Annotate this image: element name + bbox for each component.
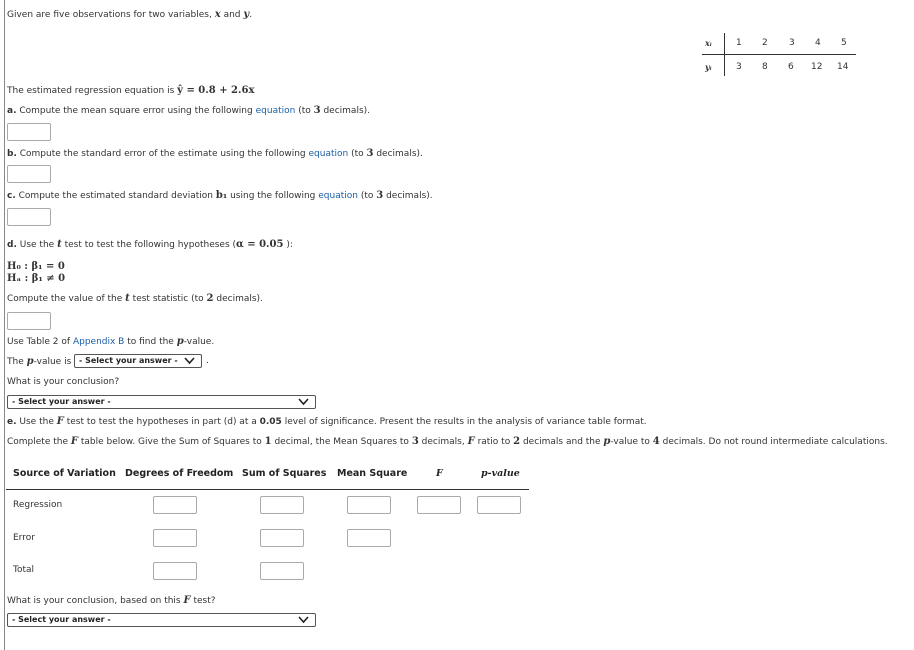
total-df-input[interactable] — [153, 562, 197, 580]
header-ss: Sum of Squares — [242, 468, 327, 479]
error-df-input[interactable] — [153, 529, 197, 547]
use-table-text: Use Table 2 of Appendix B to find the p-value. — [7, 336, 215, 347]
row-label-regression: Regression — [13, 500, 63, 510]
intro-text: Given are five observations for two variables, x and y. — [7, 9, 253, 20]
anova-pvalue-input[interactable] — [477, 496, 521, 514]
part-e-prompt: e. Use the F test to test the hypotheses in part (d) at a 0.05 level of significance. Present the results in the analysis of variance table format. — [7, 416, 647, 427]
table-horizontal-divider — [702, 54, 856, 55]
header-source: Source of Variation — [13, 468, 116, 479]
chevron-down-icon — [184, 356, 195, 366]
y-value: 3 — [736, 62, 742, 72]
anova-header-divider — [6, 489, 529, 490]
regression-equation: ŷ = 0.8 + 2.6x — [177, 85, 255, 96]
sd-b1-input[interactable] — [7, 208, 51, 226]
y-row-label: yᵢ — [705, 62, 712, 72]
regression-ss-input[interactable] — [260, 496, 304, 514]
anova-instructions: Complete the F table below. Give the Sum of Squares to 1 decimal, the Mean Squares to 3 decimals, F ratio to 2 decimals and the p-value to 4 decimals. Do not round intermediate calculations. — [7, 436, 888, 447]
equation-link[interactable]: equation — [308, 149, 349, 159]
f-test-conclusion-select-label: - Select your answer - — [12, 615, 111, 624]
x-value: 1 — [736, 38, 742, 48]
equation-link[interactable]: equation — [255, 106, 296, 116]
error-ss-input[interactable] — [260, 529, 304, 547]
pvalue-period: . — [206, 356, 209, 366]
x-row-label: xᵢ — [705, 38, 712, 48]
row-label-total: Total — [13, 565, 35, 575]
pvalue-select[interactable] — [74, 354, 202, 368]
y-value: 14 — [837, 62, 849, 72]
header-df: Degrees of Freedom — [125, 468, 234, 479]
chevron-down-icon — [298, 615, 309, 625]
y-value: 6 — [788, 62, 794, 72]
total-ss-input[interactable] — [260, 562, 304, 580]
part-a-prompt: a. Compute the mean square error using the following equation (to 3 decimals). — [7, 105, 371, 116]
f-test-conclusion-question: What is your conclusion, based on this F test? — [7, 595, 216, 606]
t-statistic-prompt: Compute the value of the t test statistic (to 2 decimals). — [7, 293, 263, 304]
header-f: F — [436, 468, 443, 479]
page-frame — [4, 0, 914, 650]
regression-statement: The estimated regression equation is ŷ = 0.8 + 2.6x — [7, 85, 255, 96]
regression-ms-input[interactable] — [347, 496, 391, 514]
conclusion-question: What is your conclusion? — [7, 377, 120, 387]
y-value: 8 — [762, 62, 768, 72]
part-c-prompt: c. Compute the estimated standard deviation b₁ using the following equation (to 3 decimals). — [7, 190, 433, 201]
row-label-error: Error — [13, 533, 35, 543]
pvalue-prompt: The p-value is — [7, 356, 72, 367]
part-d-prompt: d. Use the t test to test the following hypotheses (α = 0.05 ): — [7, 239, 293, 250]
y-value: 12 — [811, 62, 823, 72]
alt-hypothesis: Hₐ : β₁ ≠ 0 — [7, 273, 66, 284]
header-pvalue: p-value — [481, 468, 520, 479]
null-hypothesis: H₀ : β₁ = 0 — [7, 261, 65, 272]
conclusion-select-label: - Select your answer - — [12, 397, 111, 406]
t-statistic-input[interactable] — [7, 312, 51, 330]
conclusion-select[interactable] — [7, 395, 316, 409]
chevron-down-icon — [298, 397, 309, 407]
mse-input[interactable] — [7, 123, 51, 141]
error-ms-input[interactable] — [347, 529, 391, 547]
standard-error-input[interactable] — [7, 165, 51, 183]
x-value: 4 — [815, 38, 821, 48]
x-value: 5 — [841, 38, 847, 48]
f-test-conclusion-select[interactable] — [7, 613, 316, 627]
pvalue-select-label: - Select your answer - — [79, 356, 178, 365]
part-b-prompt: b. Compute the standard error of the estimate using the following equation (to 3 decimals). — [7, 148, 423, 159]
f-ratio-input[interactable] — [417, 496, 461, 514]
x-value: 3 — [789, 38, 795, 48]
equation-link[interactable]: equation — [318, 191, 358, 201]
x-value: 2 — [762, 38, 768, 48]
regression-df-input[interactable] — [153, 496, 197, 514]
header-ms: Mean Square — [337, 468, 408, 479]
appendix-b-link[interactable]: Appendix B — [72, 337, 125, 347]
